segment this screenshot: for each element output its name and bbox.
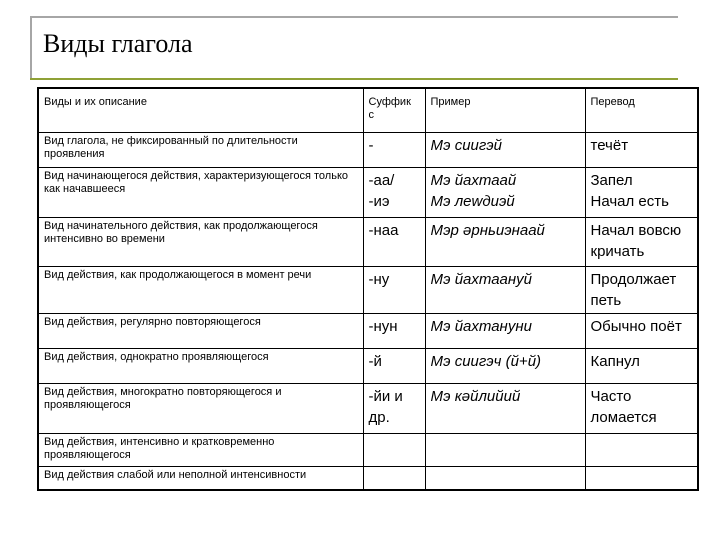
row-example	[425, 467, 585, 491]
table-row	[38, 384, 698, 434]
row-description: Вид действия, однократно проявляющегося	[38, 349, 363, 384]
table-header-row	[38, 88, 698, 133]
title-underline	[30, 78, 678, 80]
table-row	[38, 133, 698, 168]
row-description: Вид начинательного действия, как продолжающегося интенсивно во времени	[38, 218, 363, 267]
row-suffix: -й	[363, 349, 425, 384]
row-translation: Запел Начал есть	[585, 168, 698, 218]
row-suffix: -аа/ -иэ	[363, 168, 425, 218]
row-suffix	[363, 434, 425, 467]
table-row	[38, 467, 698, 491]
table-row	[38, 434, 698, 467]
row-example: Мэ сиигэй	[425, 133, 585, 168]
row-suffix: -наа	[363, 218, 425, 267]
table-row	[38, 267, 698, 314]
row-example: Мэ йахтаануй	[425, 267, 585, 314]
page-title: Виды глагола	[43, 29, 193, 58]
row-suffix: -ну	[363, 267, 425, 314]
row-example: Мэ кəйлийий	[425, 384, 585, 434]
frame-left-line	[30, 16, 32, 78]
row-translation	[585, 467, 698, 491]
row-translation: течёт	[585, 133, 698, 168]
row-translation: Продолжает петь	[585, 267, 698, 314]
row-example: Мэ сиигэч (й+й)	[425, 349, 585, 384]
row-suffix: -	[363, 133, 425, 168]
table-row	[38, 218, 698, 267]
row-description: Вид начинающегося действия, характеризующегося только как начавшееся	[38, 168, 363, 218]
row-translation: Капнул	[585, 349, 698, 384]
row-example	[425, 434, 585, 467]
row-description: Вид глагола, не фиксированный по длительности проявления	[38, 133, 363, 168]
header-suffix: Суффик с	[363, 88, 425, 133]
row-translation: Часто ломается	[585, 384, 698, 434]
row-example: Мэр əрньиэнаай	[425, 218, 585, 267]
row-suffix: -нун	[363, 314, 425, 349]
row-description: Вид действия, интенсивно и кратковременно проявляющегося	[38, 434, 363, 467]
table-row	[38, 314, 698, 349]
row-translation: Начал вовсю кричать	[585, 218, 698, 267]
header-translation: Перевод	[585, 88, 698, 133]
row-example: Мэ йахтануни	[425, 314, 585, 349]
row-description: Вид действия, как продолжающегося в момент речи	[38, 267, 363, 314]
row-description: Вид действия, регулярно повторяющегося	[38, 314, 363, 349]
row-suffix: -йи и др.	[363, 384, 425, 434]
row-suffix	[363, 467, 425, 491]
table-row	[38, 168, 698, 218]
table-row	[38, 349, 698, 384]
header-type: Виды и их описание	[38, 88, 363, 133]
row-description: Вид действия, многократно повторяющегося и проявляющегося	[38, 384, 363, 434]
row-translation	[585, 434, 698, 467]
header-example: Пример	[425, 88, 585, 133]
frame-top-line	[30, 16, 678, 18]
row-translation: Обычно поёт	[585, 314, 698, 349]
row-description: Вид действия слабой или неполной интенсивности	[38, 467, 363, 491]
verb-aspects-table	[37, 87, 699, 491]
row-example: Мэ йахтаай Мэ лewдиэй	[425, 168, 585, 218]
